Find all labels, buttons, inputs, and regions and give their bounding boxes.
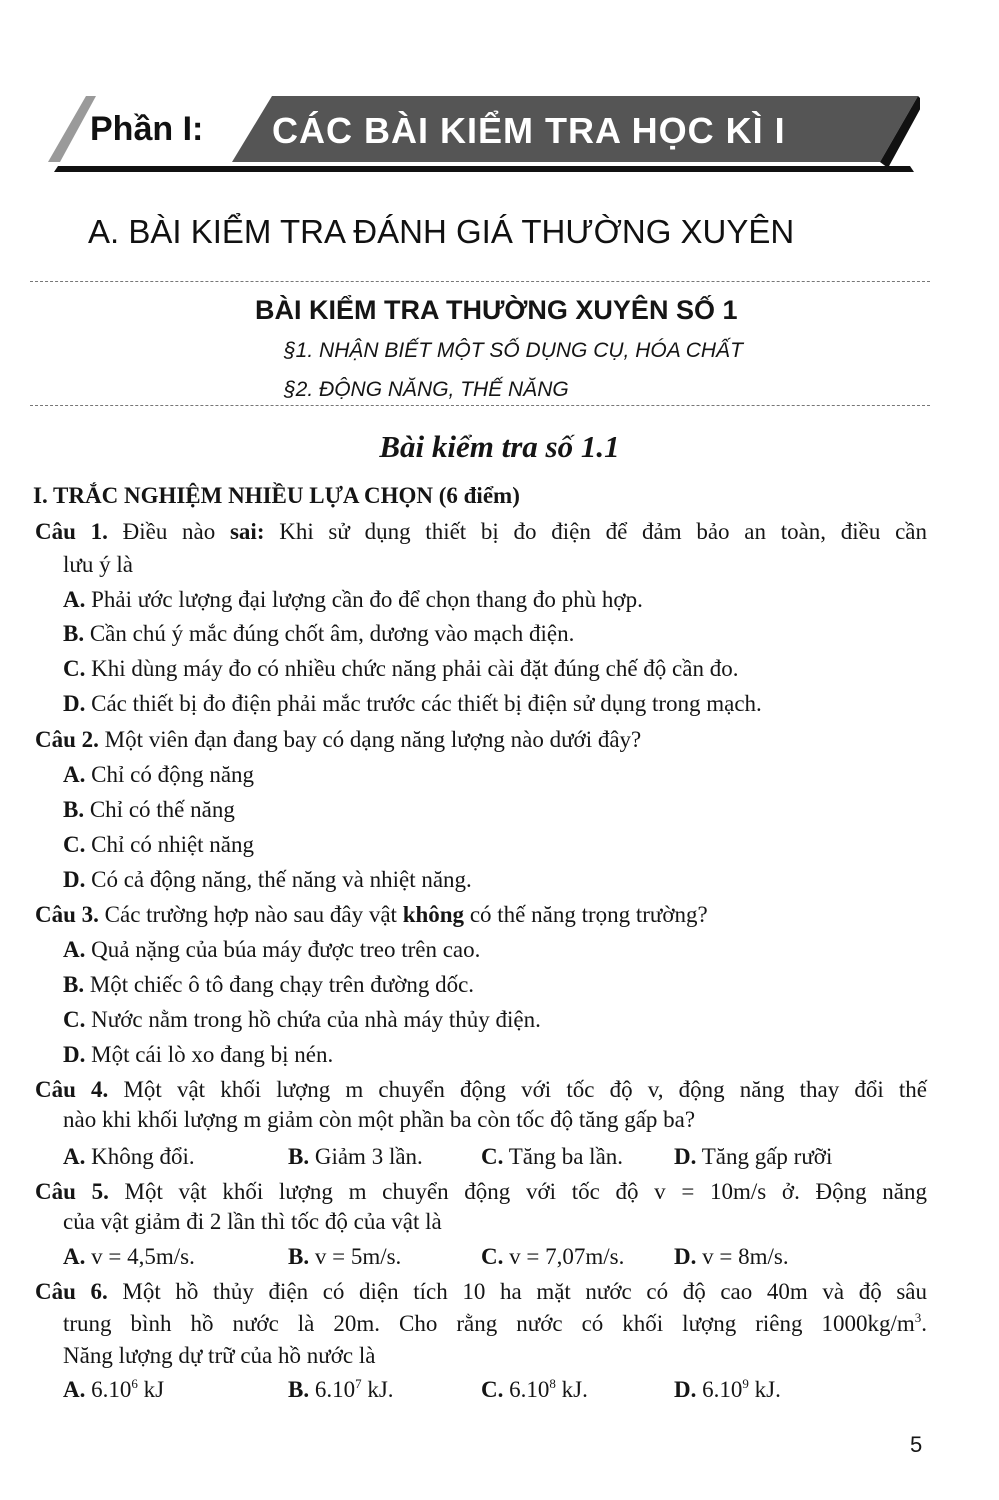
part-banner bbox=[40, 92, 920, 174]
option-text: Chỉ có thế năng bbox=[84, 797, 235, 822]
option-text: Chỉ có động năng bbox=[85, 762, 255, 787]
stem-text: Điều nào bbox=[107, 519, 230, 544]
answer-option bbox=[674, 1242, 789, 1272]
question-stem-continued bbox=[63, 1105, 695, 1135]
answer-option bbox=[63, 1242, 195, 1272]
divider bbox=[30, 281, 930, 282]
option-letter: A. bbox=[63, 1144, 86, 1169]
stem-text: Khi sử dụng thiết bị đo điện để đảm bảo an toàn, điều cần bbox=[264, 519, 928, 544]
stem-text: có thế năng trọng trường? bbox=[464, 902, 708, 927]
answer-option bbox=[63, 1040, 333, 1070]
answer-option bbox=[63, 689, 762, 719]
option-letter: C. bbox=[481, 1377, 504, 1402]
answer-option bbox=[63, 970, 474, 1000]
question-label: Câu 4. bbox=[35, 1077, 109, 1102]
answer-option bbox=[63, 865, 472, 895]
question-label: Câu 3. bbox=[35, 902, 99, 927]
answer-option bbox=[63, 585, 643, 615]
question-label: Câu 5. bbox=[35, 1179, 109, 1204]
option-letter: B. bbox=[288, 1377, 310, 1402]
option-text: v = 5m/s. bbox=[309, 1244, 402, 1269]
question-label: Câu 2. bbox=[35, 727, 99, 752]
answer-option bbox=[288, 1142, 423, 1172]
option-letter: D. bbox=[63, 1042, 86, 1067]
question-stem bbox=[35, 517, 927, 547]
stem-text: . bbox=[921, 1311, 927, 1336]
part-heading: I. TRẮC NGHIỆM NHIỀU LỰA CHỌN (6 điểm) bbox=[33, 483, 520, 508]
option-letter: C. bbox=[481, 1244, 504, 1269]
stem-text: Một vật khối lượng m chuyển động với tốc độ v, động năng thay đổi thế bbox=[108, 1077, 928, 1102]
option-text: Phải ước lượng đại lượng cần đo để chọn thang đo phù hợp. bbox=[85, 587, 643, 612]
option-letter: D. bbox=[63, 691, 86, 716]
option-letter: C. bbox=[63, 1007, 86, 1032]
option-text: Một cái lò xo đang bị nén. bbox=[85, 1042, 334, 1067]
option-text: Tăng ba lần. bbox=[503, 1144, 624, 1169]
superscript: 7 bbox=[355, 1376, 362, 1391]
question-label: Câu 1. bbox=[35, 519, 108, 544]
option-letter: C. bbox=[63, 832, 86, 857]
topic-1: §1. NHẬN BIẾT MỘT SỐ DỤNG CỤ, HÓA CHẤT bbox=[284, 339, 743, 362]
answer-option bbox=[481, 1375, 588, 1405]
option-text: Khi dùng máy đo có nhiều chức năng phải cài đặt đúng chế độ cần đo. bbox=[85, 656, 739, 681]
stem-text: của vật giảm đi 2 lần thì tốc độ của vật là bbox=[63, 1209, 442, 1234]
option-text: Các thiết bị đo điện phải mắc trước các thiết bị điện sử dụng trong mạch. bbox=[85, 691, 762, 716]
emphasis-text: không bbox=[402, 902, 465, 927]
option-text: 6.10 bbox=[696, 1377, 743, 1402]
quiz-title: Bài kiểm tra số 1.1 bbox=[379, 429, 620, 464]
superscript: 3 bbox=[914, 1310, 922, 1325]
test-title: BÀI KIỂM TRA THƯỜNG XUYÊN SỐ 1 bbox=[255, 295, 738, 325]
section-title: A. BÀI KIỂM TRA ĐÁNH GIÁ THƯỜNG XUYÊN bbox=[88, 213, 795, 250]
option-text: Quả nặng của búa máy được treo trên cao. bbox=[85, 937, 481, 962]
option-text: v = 4,5m/s. bbox=[85, 1244, 195, 1269]
option-letter: B. bbox=[63, 621, 85, 646]
answer-option bbox=[63, 830, 254, 860]
option-text: kJ. bbox=[555, 1377, 588, 1402]
option-text: Giảm 3 lần. bbox=[309, 1144, 423, 1169]
question-stem-continued bbox=[63, 1207, 442, 1237]
part-title: CÁC BÀI KIỂM TRA HỌC KÌ I bbox=[272, 110, 786, 151]
divider bbox=[30, 405, 930, 406]
option-letter: B. bbox=[63, 797, 85, 822]
stem-text: Một hồ thủy điện có diện tích 10 ha mặt nước có độ cao 40m và độ sâu bbox=[107, 1279, 928, 1304]
option-text: kJ. bbox=[361, 1377, 394, 1402]
answer-option bbox=[63, 1142, 195, 1172]
option-letter: A. bbox=[63, 587, 86, 612]
option-text: 6.10 bbox=[85, 1377, 132, 1402]
emphasis-text: sai: bbox=[229, 519, 265, 544]
answer-option bbox=[63, 1005, 541, 1035]
option-letter: D. bbox=[674, 1377, 697, 1402]
answer-option bbox=[674, 1375, 781, 1405]
question-stem-continued bbox=[63, 1309, 927, 1339]
answer-option bbox=[288, 1242, 401, 1272]
option-text: Nước nằm trong hồ chứa của nhà máy thủy điện. bbox=[85, 1007, 541, 1032]
stem-text: lưu ý là bbox=[63, 552, 133, 577]
option-letter: D. bbox=[674, 1244, 697, 1269]
superscript: 6 bbox=[131, 1376, 138, 1391]
stem-text: nào khi khối lượng m giảm còn một phần ba còn tốc độ tăng gấp ba? bbox=[63, 1107, 696, 1132]
stem-text: trung bình hồ nước là 20m. Cho rằng nước có khối lượng riêng 1000kg/m bbox=[63, 1311, 915, 1336]
option-text: v = 8m/s. bbox=[696, 1244, 789, 1269]
question-stem bbox=[35, 1177, 927, 1207]
question-stem bbox=[35, 725, 885, 755]
part-label: Phần I: bbox=[90, 110, 204, 148]
question-stem bbox=[35, 900, 885, 930]
question-stem bbox=[35, 1277, 927, 1307]
question-stem-continued: Năng lượng dự trữ của hồ nước là bbox=[63, 1343, 376, 1368]
answer-option bbox=[63, 1375, 164, 1405]
question-stem bbox=[35, 1075, 927, 1105]
option-letter: B. bbox=[63, 972, 85, 997]
option-text: Có cả động năng, thế năng và nhiệt năng. bbox=[85, 867, 472, 892]
option-letter: A. bbox=[63, 1244, 86, 1269]
option-text: Một chiếc ô tô đang chạy trên đường dốc. bbox=[84, 972, 475, 997]
question-stem-continued bbox=[63, 550, 133, 580]
option-text: Tăng gấp rưỡi bbox=[696, 1144, 833, 1169]
option-text: v = 7,07m/s. bbox=[503, 1244, 625, 1269]
option-letter: C. bbox=[481, 1144, 504, 1169]
stem-text: Một viên đạn đang bay có dạng năng lượng nào dưới đây? bbox=[98, 727, 642, 752]
stem-text: Một vật khối lượng m chuyển động với tốc độ v = 10m/s ở. Động năng bbox=[108, 1179, 927, 1204]
option-text: kJ bbox=[137, 1377, 165, 1402]
answer-option bbox=[63, 760, 254, 790]
option-letter: B. bbox=[288, 1144, 310, 1169]
answer-option bbox=[63, 654, 738, 684]
topic-2: §2. ĐỘNG NĂNG, THẾ NĂNG bbox=[284, 378, 569, 401]
answer-option bbox=[481, 1142, 623, 1172]
question-label: Câu 6. bbox=[35, 1279, 108, 1304]
answer-option bbox=[288, 1375, 394, 1405]
answer-option bbox=[63, 795, 235, 825]
stem-text: Các trường hợp nào sau đây vật bbox=[98, 902, 403, 927]
option-text: Chỉ có nhiệt năng bbox=[85, 832, 255, 857]
option-text: 6.10 bbox=[309, 1377, 356, 1402]
option-letter: D. bbox=[63, 867, 86, 892]
option-letter: C. bbox=[63, 656, 86, 681]
option-letter: D. bbox=[674, 1144, 697, 1169]
answer-option bbox=[481, 1242, 624, 1272]
answer-option bbox=[674, 1142, 832, 1172]
option-text: 6.10 bbox=[503, 1377, 550, 1402]
option-letter: A. bbox=[63, 937, 86, 962]
option-text: kJ. bbox=[748, 1377, 781, 1402]
answer-option bbox=[63, 935, 480, 965]
option-text: Không đổi. bbox=[85, 1144, 195, 1169]
option-text: Cần chú ý mắc đúng chốt âm, dương vào mạch điện. bbox=[84, 621, 575, 646]
page-number: 5 bbox=[910, 1432, 923, 1457]
superscript: 9 bbox=[742, 1376, 749, 1391]
superscript: 8 bbox=[549, 1376, 556, 1391]
answer-option bbox=[63, 619, 574, 649]
option-letter: B. bbox=[288, 1244, 310, 1269]
option-letter: A. bbox=[63, 762, 86, 787]
option-letter: A. bbox=[63, 1377, 86, 1402]
